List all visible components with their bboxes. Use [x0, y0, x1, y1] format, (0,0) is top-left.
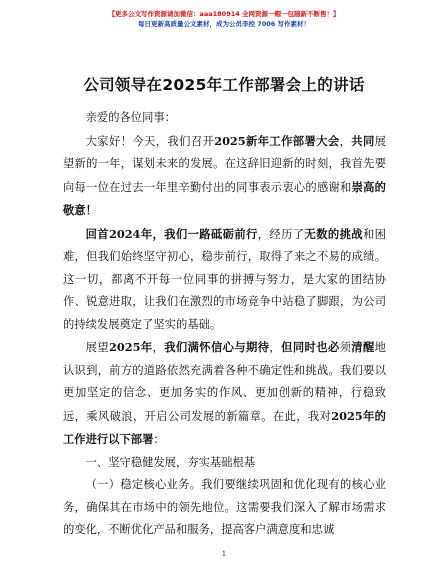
p3-text-g: 须 [339, 341, 352, 354]
p1-text-a: 大家好！今天，我们召开 [85, 134, 215, 148]
banner-promo-line: 【更多公文写作资源请加微信：aaa180914 全网资源一帽一包随新不断售！】 [108, 10, 340, 18]
p2-emphasis-review: 回首2024年，我们一路砥砺前行 [85, 226, 258, 241]
p3-emphasis-but: 但同时也必 [281, 340, 340, 354]
document-title: 公司领导在2025年工作部署会上的讲话 [83, 76, 365, 94]
page-number: 1 [221, 550, 227, 558]
p3-text-i: 地认识到，前方的道路依然充满着各种不确定性和挑战。我们要以更加坚定的信念、更加务实的作风、更加创新的精神，行稳致远，乘风破浪，开启公司发展的新篇章。在此，我对 [63, 341, 386, 423]
section-heading-1: 一、坚守稳健发展，夯实基础根基 [85, 455, 256, 469]
p3-text-a: 展望 [85, 341, 109, 354]
salutation [63, 107, 386, 130]
p2-emphasis-challenges: 无数的挑战 [304, 226, 363, 241]
p3-emphasis-deploy: 2025年的工作进行以下部署 [63, 408, 386, 446]
paragraph-3 [63, 336, 386, 452]
banner-update-line: 每日更新高质量公文素材，成为公员李控 7006 写作素材！ [137, 20, 311, 28]
document-body [63, 107, 386, 542]
p3-text-e: ， [269, 341, 282, 354]
p2-text-d: 和困难，但我们始终坚守初心，稳步前行，取得了来之不易的成绩。这一切，都离不开每一位同事的拼搏与努力，是大家的团结协作、锐意进取，让我们在激烈的市场竞争中站稳了脚跟，为公司的持续发展奠定了坚实的基础。 [63, 227, 386, 331]
paragraph-2 [63, 223, 386, 337]
p3-text-c: ， [152, 341, 165, 354]
p3-emphasis-clear: 清醒 [351, 340, 375, 354]
p1-text-c: ， [339, 134, 352, 148]
p1-text-e: 展望新的一年，谋划未来的发展。在这辞旧迎新的时刻，我首先要向每一位在过去一年里辛勤付出的同事表示衷心的感谢和 [63, 134, 386, 194]
paragraph-1 [63, 130, 386, 223]
header-banner [0, 9, 448, 29]
p3-text-k: ： [153, 433, 165, 446]
salutation-text: 亲爱的各位同事： [85, 111, 176, 124]
p3-emphasis-confidence: 我们满怀信心与期待 [164, 340, 270, 354]
subsection-1: （一）稳定核心业务。我们要继续巩固和优化现有的核心业务，确保其在市场中的领先地位。这需要我们深入了解市场需求的变化，不断优化产品和服务，提高客户满意度和忠诚 [63, 478, 386, 536]
p1-emphasis-respect: 崇高的敬意！ [63, 179, 386, 217]
p1-emphasis-together: 共同 [351, 133, 375, 148]
p1-emphasis-meeting: 2025新年工作部署大会 [214, 133, 340, 148]
p3-emphasis-year: 2025年 [108, 340, 153, 354]
p2-text-b: ，经历了 [257, 227, 305, 241]
